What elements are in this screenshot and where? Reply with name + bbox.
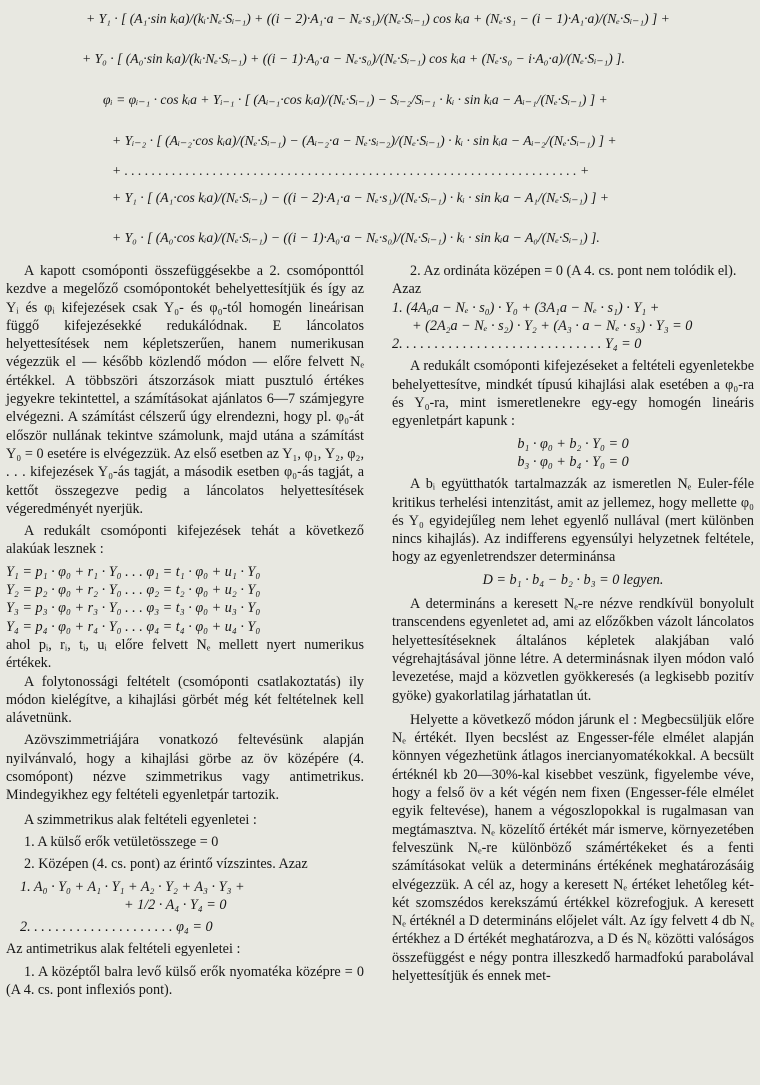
paragraph: A folytonossági feltételt (csomóponti csatlakoztatás) ily módon kielégítve, a kihajlási görbét még két feltételnek kell alávetnünk.	[6, 673, 364, 727]
equation-line: + 1/2 · A₄ · Y₄ = 0	[124, 896, 227, 913]
paragraph: 2. Az ordináta középen = 0 (A 4. cs. pont nem tolódik el).	[410, 263, 737, 279]
equation-line: + Y₀ · [ (A₀·sin kᵢa)/(kᵢ·Nₑ·Sᵢ₋₁) + ((i − 1)·A₀·a − Nₑ·s₀)/(Nₑ·Sᵢ₋₁) cos kᵢa + (Nₑ·s₀ − i·A₀·a)/(Nₑ·Sᵢ₋₁) ].	[82, 51, 625, 66]
right-column	[392, 262, 754, 985]
equation-line: b₃ · φ₀ + b₄ · Y₀ = 0	[517, 453, 629, 470]
paragraph: A redukált csomóponti kifejezéseket a feltételi egyenletekbe behelyettesítve, mindkét típusú kihajlási alak esetében a φ₀-ra és Y₀-ra, mint ismeretlenekre egy-egy homogén lineáris egyenletpárt kapunk :	[392, 358, 754, 430]
paragraph: 2. Középen (4. cs. pont) az érintő vízszintes. Azaz	[24, 856, 308, 873]
paragraph: A determináns a keresett Nₑ-re nézve rendkívül bonyolult transcendens egyenletet ad, ami az előzőkben vázolt láncolatos helyettesítéseknek általános képletek alakjában való végrehajtásával jönne létre. A determinásnak ilyen módon való levezetése, majd a közvetlen gyökkeresés (a legkisebb pozitív gyöke) gyakorlatilag járhatatlan út.	[392, 596, 754, 704]
equation-line: + (2A₂a − Nₑ · s₂) · Y₂ + (A₃ · a − Nₑ · s₃) · Y₃ = 0	[412, 317, 693, 334]
equation-line: b₁ · φ₀ + b₂ · Y₀ = 0	[517, 435, 629, 452]
paragraph: Az antimetrikus alak feltételi egyenletei :	[6, 941, 241, 958]
paragraph: ahol pᵢ, rᵢ, tᵢ, uᵢ előre felvett Nₑ mellett nyert numerikus értékek.	[6, 636, 364, 672]
equation-line: Y₁ = p₁ · φ₀ + r₁ · Y₀ . . . φ₁ = t₁ · φ₀ + u₁ · Y₀	[6, 563, 261, 580]
paragraph: Azövszimmetriájára vonatkozó feltevésünk alapján nyilvánvaló, hogy a kihajlási görbe az öv középére (4. csomópont) nézve szimmetrikus vagy antimetrikus. Mindegyikhez egy feltételi egyenletpár tartozik.	[6, 732, 364, 804]
paragraph: 1. A külső erők vetületösszege = 0	[24, 833, 219, 850]
left-column	[6, 262, 364, 999]
equation-line: Y₂ = p₂ · φ₀ + r₂ · Y₀ . . . φ₂ = t₂ · φ₀ + u₂ · Y₀	[6, 582, 261, 599]
paragraph: A szimmetrikus alak feltételi egyenletei :	[24, 811, 257, 828]
equation-line: + . . . . . . . . . . . . . . . . . . . . . . . . . . . . . . . . . . . . . . . . . . . . . . . . . . . . . . . . . . . . . . . . . . . +	[112, 163, 590, 178]
paragraph: Helyette a következő módon járunk el : Megbecsüljük előre Nₑ értékét. Ilyen becslést az Engesser-féle elmélet alapján könnyen végezhetünk átlagos inercianyomatékokkal. A becsült értéknél kb 20—30%-kal kisebbet veszünk, figyelembe véve, hogy a felső öv a két végén nem fixen (Engesser-féle elmélet egyik feltevése), hanem a végoszlopokkal is rugalmasan van megtámasztva. Nₑ közelítő értékét már ismerve, környezetében felveszünk Nₑ-re különböző számértékeket és a fenti számításokat velük a determináns értékének meghatározásáig elvégezzük. A cél az, hogy a keresett Nₑ értéket lehetőleg két-két szomszédos kerekszámú értékkel közrefogjuk. A keresett Nₑ értéknél a D determináns előjelet vált. Az így felvett 4 db Nₑ értékhez a D értékét meghatározva, a D és Nₑ közötti valóságos összefüggést e négy pontra illeszkedő harmadfokú parabolával helyettesítjük és ennek met-	[392, 711, 754, 984]
equation-line: + Y₀ · [ (A₀·cos kᵢa)/(Nₑ·Sᵢ₋₁) − ((i − 1)·A₀·a − Nₑ·s₀)/(Nₑ·Sᵢ₋₁) · kᵢ · sin kᵢa − A₀/(Nₑ·Sᵢ₋₁) ].	[112, 230, 600, 245]
equation-line: D = b₁ · b₄ − b₂ · b₃ = 0 legyen.	[482, 571, 664, 588]
paragraph: 1. A középtől balra levő külső erők nyomatéka középre = 0 (A 4. cs. pont inflexiós pont).	[6, 963, 364, 998]
equation-line: φᵢ = φᵢ₋₁ · cos kᵢa + Yᵢ₋₁ · [ (Aᵢ₋₁·cos kᵢa)/(Nₑ·Sᵢ₋₁) − Sᵢ₋₂/Sᵢ₋₁ · kᵢ · sin kᵢa − Aᵢ₋₁/(Nₑ·Sᵢ₋₁) ] +	[103, 92, 608, 107]
paragraph: A redukált csomóponti kifejezések tehát a következő alakúak lesznek :	[6, 523, 364, 558]
equation-line: + Y₁ · [ (A₁·sin kᵢa)/(kᵢ·Nₑ·Sᵢ₋₁) + ((i − 2)·A₁·a − Nₑ·s₁)/(Nₑ·Sᵢ₋₁) cos kᵢa + (Nₑ·s₁ − (i − 1)·A₁·a)/(Nₑ·Sᵢ₋₁) ] +	[86, 11, 670, 26]
equation-line: Y₄ = p₄ · φ₀ + r₄ · Y₀ . . . φ₄ = t₄ · φ₀ + u₄ · Y₀	[6, 618, 261, 635]
equation-line: 1. (4A₀a − Nₑ · s₀) · Y₀ + (3A₁a − Nₑ · s₁) · Y₁ +	[392, 299, 660, 316]
equation-line: + Yᵢ₋₂ · [ (Aᵢ₋₂·cos kᵢa)/(Nₑ·Sᵢ₋₁) − (Aᵢ₋₂·a − Nₑ·sᵢ₋₂)/(Nₑ·Sᵢ₋₁) · kᵢ · sin kᵢa − Aᵢ₋₂/(Nₑ·Sᵢ₋₁) ] +	[112, 133, 617, 148]
equation-line: + Y₁ · [ (A₁·cos kᵢa)/(Nₑ·Sᵢ₋₁) − ((i − 2)·A₁·a − Nₑ·s₁)/(Nₑ·Sᵢ₋₁) · kᵢ · sin kᵢa − A₁/(Nₑ·Sᵢ₋₁) ] +	[112, 190, 609, 205]
equation-line: 1. A₀ · Y₀ + A₁ · Y₁ + A₂ · Y₂ + A₃ · Y₃ +	[20, 878, 245, 895]
paragraph: Azaz	[392, 281, 422, 298]
equation-line: Y₃ = p₃ · φ₀ + r₃ · Y₀ . . . φ₃ = t₃ · φ₀ + u₃ · Y₀	[6, 600, 261, 617]
paragraph: A bᵢ együtthatók tartalmazzák az ismeretlen Nₑ Euler-féle kritikus terhelési intenzitást, amit az jellemez, hogy mellette φ₀ és Y₀ egyidejűleg nem lehet egyenlő nullával (mert különben nincs kihajlás). Az indifferens egyensúlyi helyzetnek feltétele, hogy az egyenletrendszer determinánsa	[392, 476, 754, 566]
equation-line: 2. . . . . . . . . . . . . . . . . . . . . φ₄ = 0	[20, 919, 213, 936]
paragraph: A kapott csomóponti összefüggésekbe a 2. csomóponttól kezdve a megelőző csomópontokét behelyettesítjük és így az Yᵢ és φᵢ kifejezések csak Y₀- és φ₀-tól homogén lineárisan függő kifejezésekké redukálódnak. E láncolatos helyettesítések nem képletszerűen, hanem numerikusan végezzük el — később közlendő módon — előre felvett Nₑ értékkel. A többszöri átszorzások miatt pusztuló értékes jegyekre tekintettel, a számításokat ajánlatos 6—7 számjegyre elvégezni. A számítást célszerű úgy elrendezni, hogy pl. φ₀-át először nullának tekintve számolunk, majd utána a számítást Y₀ = 0 esetére is elvégezzük. Az első esetben az Y₁, φ₁, Y₂, φ₂, . . . kifejezések Y₀-ás tagját, a második esetben φ₀-ás tagját, a kettőt összegezve pedig a láncolatos helyettesítések végeredményét nyerjük.	[6, 263, 364, 517]
equation-line: 2. . . . . . . . . . . . . . . . . . . . . . . . . . . . . Y₄ = 0	[392, 336, 642, 353]
